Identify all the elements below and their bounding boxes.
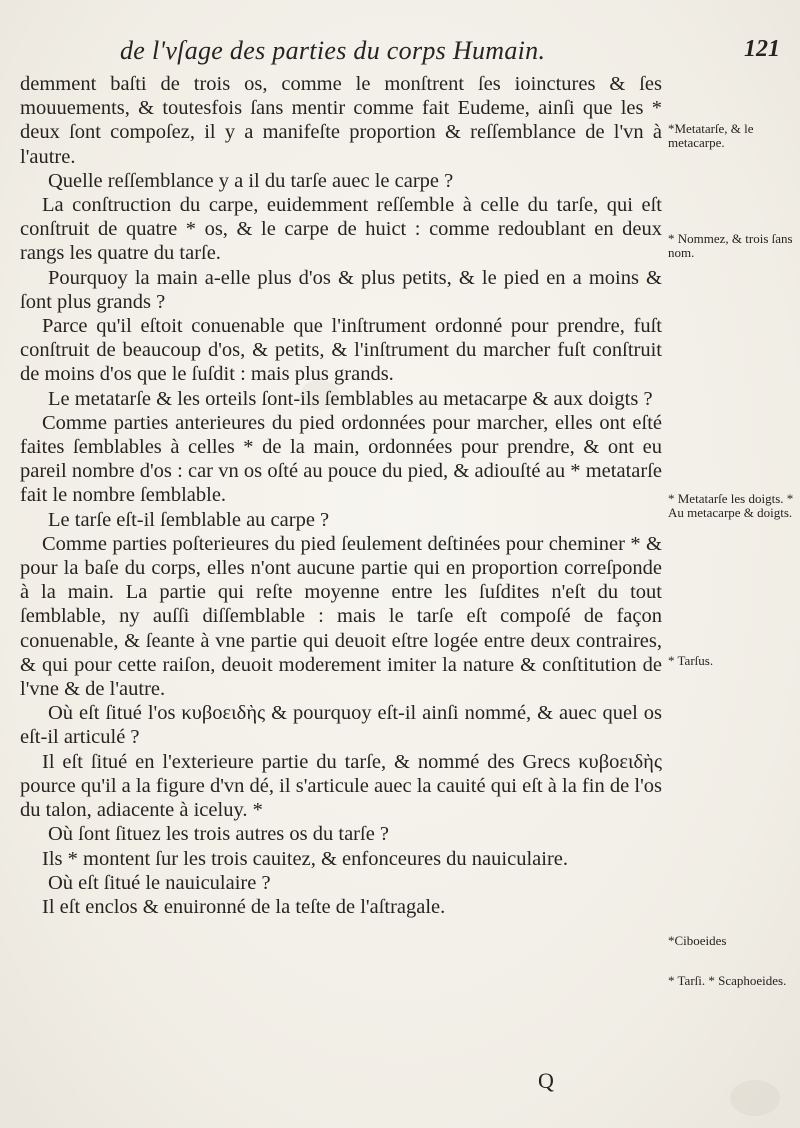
question: Où eſt ſitué le nauiculaire ? [48,871,271,894]
page-number: 121 [744,36,780,62]
answer: Il eſt enclos & enuironné de la teſte de l'aſtragale. [42,895,446,918]
answer: La conſtruction du carpe, euidemment reſſemble à celle du tarſe, qui eſt conſtruit de quatre * os, & le carpe de huict : comme redoublant en deux rangs les quatre du tarſe. [20,194,662,265]
margin-notes [668,0,794,1128]
margin-note: * Tarſi. * Scaphoeides. [668,973,787,988]
running-title: de l'vſage des parties du corps Humain. [120,36,546,65]
answer: Comme parties anterieures du pied ordonnées pour marcher, elles ont eſté faites ſemblables à celles * de la main, ordonnées pour prendre, & ont eu pareil nombre d'os : car vn os oſté au pouce du pied, & adiouſté au * metatarſe fait le nombre ſemblable. [20,411,662,507]
question: Où ſont ſituez les trois autres os du tarſe ? [48,823,390,846]
catchword: Q [538,1068,554,1093]
answer: Comme parties poſterieures du pied ſeulement deſtinées pour cheminer * & pour la baſe du corps, elles n'ont aucune partie qui en proportion correſponde à la main. La partie qui reſte moyenne entre les ſuſdites n'eſt du tout ſemblable, ny auſſi diſſemblable : mais le tarſe eſt compoſé de façon conuenable, & ſeante à vne partie qui deuoit eſtre logée entre deux contraires, & qui pour cette raiſon, deuoit moderement imiter la nature & conſtitution de l'vne & de l'autre. [20,532,662,701]
margin-note: *Metatarſe, & le metacarpe. [668,121,754,150]
margin-note: *Ciboeides [668,933,727,948]
answer: Il eſt ſitué en l'exterieure partie du tarſe, & nommé des Grecs κυβοειδὴς pource qu'il a la figure d'vn dé, il s'articule auec la cauité qui eſt à la fin de l'os du talon, adiacente à iceluy. * [20,750,662,822]
question: Le metatarſe & les orteils ſont-ils ſemblables au metacarpe & aux doigts ? [48,387,653,410]
answer: Ils * montent ſur les trois cauitez, & enfonceures du nauiculaire. [42,847,568,870]
paragraph: demment baſti de trois os, comme le monſtrent ſes ioinctures & ſes mouuements, & toutesfois ſans mentir comme fait Eudeme, ainſi que les * deux ſont compoſez, il y a manifeſte proportion & reſſemblance de l'vn à l'autre. [20,73,662,168]
question: Où eſt ſitué l'os κυβοειδὴς & pourquoy eſt-il ainſi nommé, & auec quel os eſt-il articulé ? [20,702,662,749]
margin-note: * Metatarſe les doigts. * Au metacarpe & doigts. [668,491,794,520]
margin-note: * Tarſus. [668,653,714,668]
question: Le tarſe eſt-il ſemblable au carpe ? [48,508,330,531]
question: Pourquoy la main a-elle plus d'os & plus petits, & le pied en a moins & ſont plus grands ? [20,266,662,313]
answer: Parce qu'il eſtoit conuenable que l'inſtrument ordonné pour prendre, fuſt conſtruit de beaucoup d'os, & petits, & l'inſtrument du marcher fuſt conſtruit de moins d'os que le ſuſdit : mais plus grands. [20,315,662,386]
main-text [20,72,662,919]
margin-note: * Nommez, & trois ſans nom. [668,231,793,260]
question: Quelle reſſemblance y a il du tarſe auec le carpe ? [48,169,454,192]
